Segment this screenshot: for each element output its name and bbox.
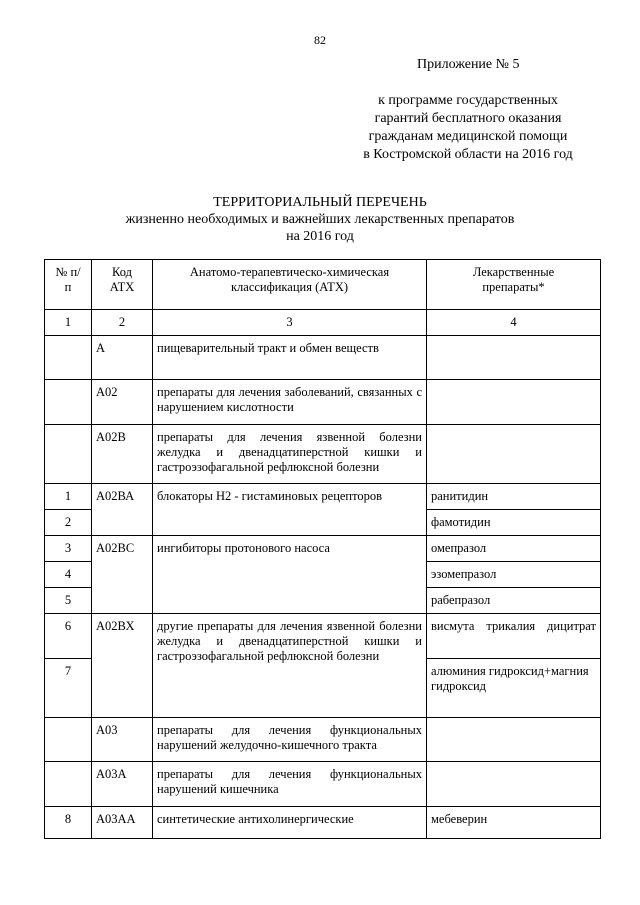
table-row — [45, 425, 601, 484]
annex-subtitle — [330, 92, 606, 164]
header-classification: Анатомо-терапевтическо-химическая классификация (АТХ) — [153, 260, 427, 310]
table-row — [45, 807, 601, 839]
row-drug: эзомепразол — [427, 562, 601, 588]
row-drug: омепразол — [427, 536, 601, 562]
row-num: 6 — [45, 614, 92, 659]
row-drug: висмута трикалия дицитрат — [427, 614, 601, 659]
atx-table — [44, 259, 601, 839]
column-number: 4 — [427, 310, 601, 336]
row-drug: мебеверин — [427, 807, 601, 839]
table-header-row — [45, 260, 601, 310]
row-num: 2 — [45, 510, 92, 536]
column-number: 1 — [45, 310, 92, 336]
row-code: А02 — [92, 380, 153, 425]
table-row — [45, 484, 601, 510]
row-num — [45, 425, 92, 484]
column-number: 3 — [153, 310, 427, 336]
row-classification: синтетические антихолинергические — [153, 807, 427, 839]
row-classification: блокаторы Н2 - гистаминовых рецепторов — [153, 484, 427, 536]
row-num: 8 — [45, 807, 92, 839]
row-code: А02ВХ — [92, 614, 153, 718]
row-classification: препараты для лечения язвенной болезни желудка и двенадцатиперстной кишки и гастроэзофагальной рефлюксной болезни — [153, 425, 427, 484]
table-row — [45, 380, 601, 425]
header-num: № п/п — [45, 260, 92, 310]
row-classification: другие препараты для лечения язвенной болезни желудка и двенадцатиперстной кишки и гастроэзофагальной рефлюксной болезни — [153, 614, 427, 718]
page-number: 82 — [314, 33, 326, 47]
row-drug — [427, 425, 601, 484]
row-num — [45, 762, 92, 807]
row-classification: пищеварительный тракт и обмен веществ — [153, 336, 427, 380]
table-row — [45, 762, 601, 807]
annex-subtitle-line: гражданам медицинской помощи — [368, 129, 568, 144]
row-code: А03А — [92, 762, 153, 807]
document-title-line: ТЕРРИТОРИАЛЬНЫЙ ПЕРЕЧЕНЬ — [213, 195, 427, 210]
document-title-line: жизненно необходимых и важнейших лекарственных препаратов — [125, 212, 515, 227]
row-num — [45, 336, 92, 380]
row-classification: препараты для лечения заболеваний, связанных с нарушением кислотности — [153, 380, 427, 425]
row-code: А02ВА — [92, 484, 153, 536]
row-num: 1 — [45, 484, 92, 510]
document-title-line: на 2016 год — [286, 229, 354, 244]
annex-subtitle-line: гарантий бесплатного оказания — [374, 111, 562, 126]
row-code: А03 — [92, 718, 153, 762]
row-drug — [427, 336, 601, 380]
annex-title: Приложение № 5 — [417, 57, 520, 72]
row-num — [45, 718, 92, 762]
header-drugs: Лекарственные препараты* — [427, 260, 601, 310]
row-drug: фамотидин — [427, 510, 601, 536]
annex-subtitle-line: в Костромской области на 2016 год — [363, 147, 573, 162]
row-drug: ранитидин — [427, 484, 601, 510]
row-num: 7 — [45, 659, 92, 718]
row-drug — [427, 380, 601, 425]
row-num: 5 — [45, 588, 92, 614]
row-classification: препараты для лечения функциональных нарушений кишечника — [153, 762, 427, 807]
row-drug — [427, 762, 601, 807]
row-drug — [427, 718, 601, 762]
row-code: А02В — [92, 425, 153, 484]
header-code: Код АТХ — [92, 260, 153, 310]
row-num: 4 — [45, 562, 92, 588]
row-code: А — [92, 336, 153, 380]
document-title — [0, 194, 640, 245]
annex-subtitle-line: к программе государственных — [378, 93, 558, 108]
table-row — [45, 536, 601, 562]
row-drug: рабепразол — [427, 588, 601, 614]
column-number-row — [45, 310, 601, 336]
row-classification: ингибиторы протонового насоса — [153, 536, 427, 614]
row-code: А02ВС — [92, 536, 153, 614]
row-code: А03АА — [92, 807, 153, 839]
row-drug: алюминия гидроксид+магния гидроксид — [427, 659, 601, 718]
table-row — [45, 718, 601, 762]
table-row — [45, 614, 601, 659]
column-number: 2 — [92, 310, 153, 336]
table-row — [45, 336, 601, 380]
row-classification: препараты для лечения функциональных нарушений желудочно-кишечного тракта — [153, 718, 427, 762]
row-num — [45, 380, 92, 425]
row-num: 3 — [45, 536, 92, 562]
